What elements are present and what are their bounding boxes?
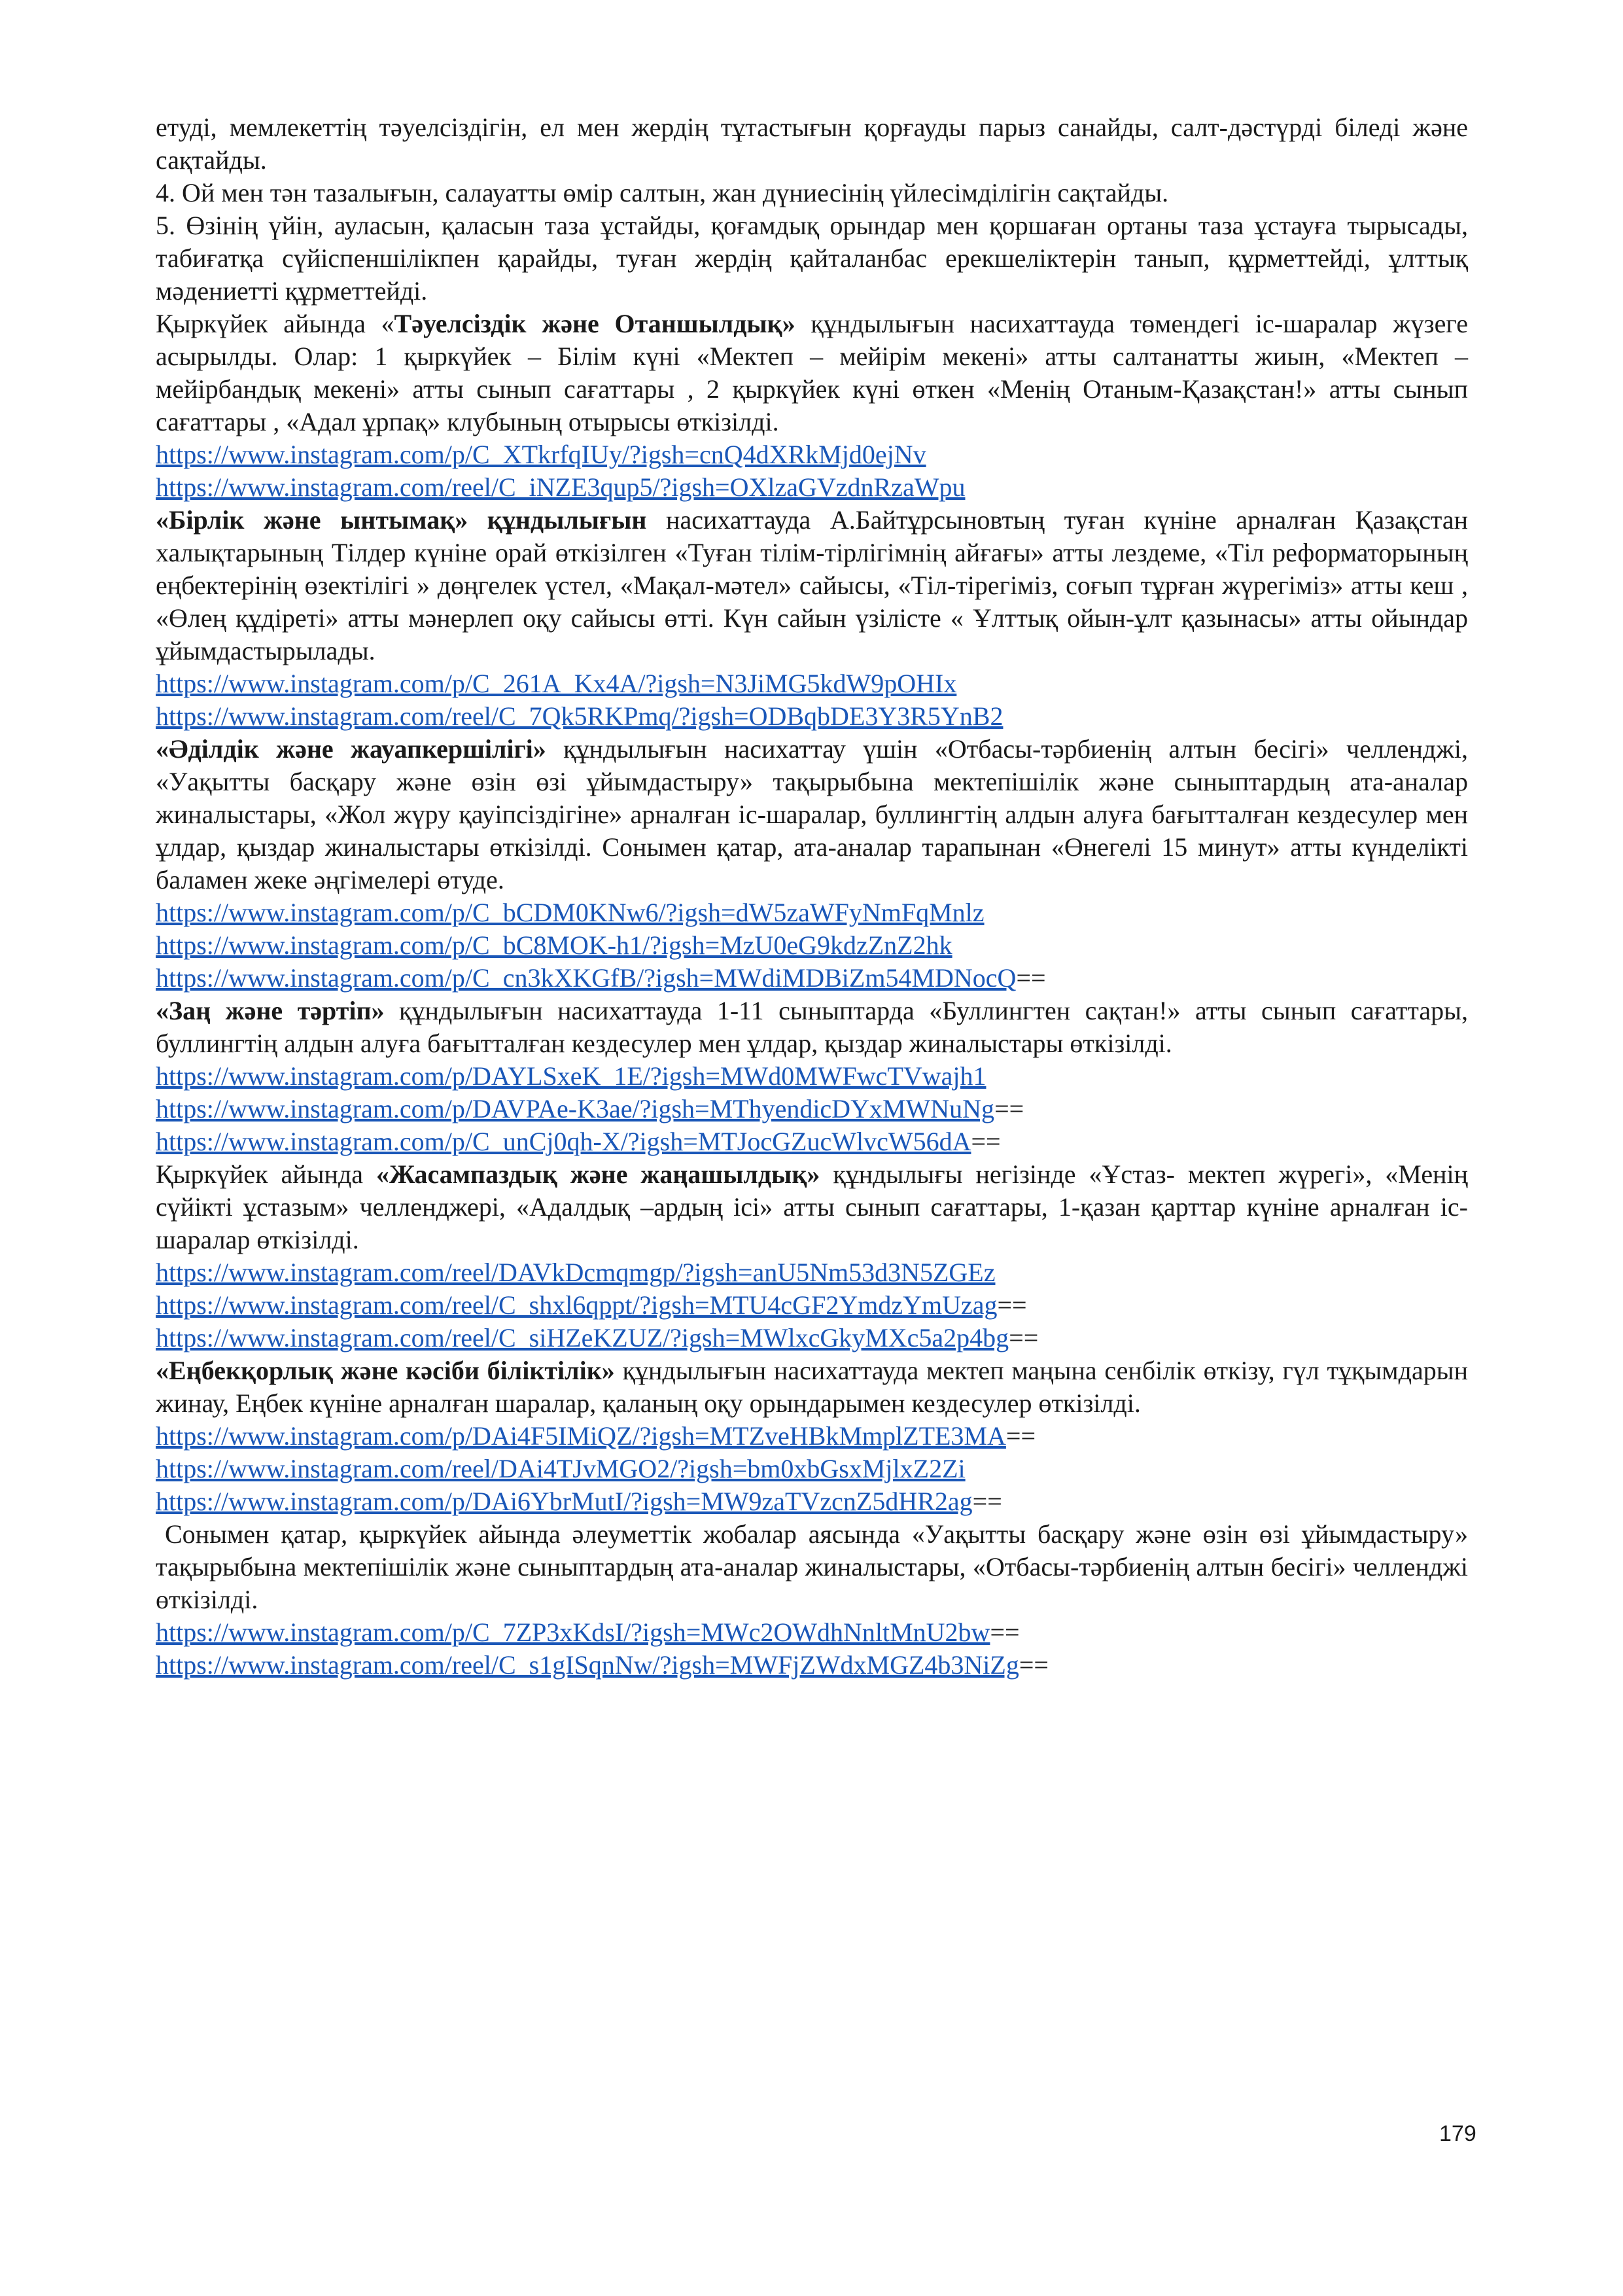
- value-title: Тәуелсіздік және Отаншылдық»: [394, 309, 795, 338]
- link-line: [156, 1322, 1468, 1354]
- paragraph-text: Сонымен қатар, қыркүйек айында әлеуметтік жобалар аясында «Уақытты басқару және өзін өзі ұйымдастыру» тақырыбына мектепішілік және сыныптардың ата-аналар жиналыстары, «Отбасы-тәрбиенің алтын бесігі» челленджі өткізілді.: [156, 1519, 1468, 1614]
- link-line: [156, 896, 1468, 929]
- link-suffix: ==: [997, 1290, 1027, 1320]
- link-line: [156, 667, 1468, 700]
- instagram-link[interactable]: https://www.instagram.com/p/C_7ZP3xKdsI/?igsh=MWc2OWdhNnltMnU2bw: [156, 1617, 990, 1647]
- paragraph: [156, 209, 1468, 308]
- link-line: [156, 700, 1468, 733]
- link-line: [156, 1616, 1468, 1649]
- instagram-link[interactable]: https://www.instagram.com/reel/C_7Qk5RKPmq/?igsh=ODBqbDE3Y3R5YnB2: [156, 701, 1003, 731]
- paragraph: [156, 995, 1468, 1060]
- instagram-link[interactable]: https://www.instagram.com/reel/DAVkDcmqmgp/?igsh=anU5Nm53d3N5ZGEz: [156, 1258, 996, 1287]
- value-title: «Жасампаздық және жаңашылдық»: [376, 1159, 820, 1189]
- paragraph-text: құндылығы негізінде «Ұстаз- мектеп жүрегі», «Менің сүйікті ұстазым» челленджері, «Адалдық –ардың ісі» атты сынып сағаттары, 1-қазан қарттар күніне арналған іс-шаралар өткізілді.: [156, 1159, 1469, 1254]
- paragraph: [156, 111, 1468, 177]
- link-line: [156, 929, 1468, 962]
- paragraph: [156, 504, 1468, 667]
- link-line: [156, 438, 1468, 471]
- link-line: [156, 471, 1468, 504]
- instagram-link[interactable]: https://www.instagram.com/reel/DAi4TJvMGO2/?igsh=bm0xbGsxMjlxZ2Zi: [156, 1454, 966, 1483]
- link-line: [156, 1125, 1468, 1158]
- value-title: «Еңбекқорлық және кәсіби біліктілік»: [156, 1356, 615, 1385]
- link-suffix: ==: [1009, 1323, 1039, 1352]
- value-title: «Заң және тәртіп»: [156, 996, 385, 1025]
- instagram-link[interactable]: https://www.instagram.com/reel/C_s1gISqnNw/?igsh=MWFjZWdxMGZ4b3NiZg: [156, 1650, 1019, 1680]
- link-line: [156, 1649, 1468, 1682]
- link-line: [156, 1060, 1468, 1093]
- link-suffix: ==: [1005, 1421, 1036, 1451]
- paragraph: [156, 1354, 1468, 1420]
- paragraph-text: насихаттауда А.Байтұрсыновтың туған күніне арналған Қазақстан халықтарының Тілдер күніне орай өткізілген «Туған тілім-тірлігімнің айғағы» атты лездеме, «Тіл реформаторының еңбектерінің өзектілігі » дөңгелек үстел, «Мақал-мәтел» сайысы, «Тіл-тірегіміз, соғып тұрған жүрегіміз» атты кеш , «Өлең құдіреті» атты мәнерлеп оқу сайысы өтті. Күн сайын үзілісте « Ұлттық ойын-ұлт қазынасы» атты ойындар ұйымдастырылады.: [156, 505, 1468, 665]
- instagram-link[interactable]: https://www.instagram.com/p/DAi4F5IMiQZ/?igsh=MTZveHBkMmplZTE3MA: [156, 1421, 1006, 1451]
- paragraph: [156, 1158, 1468, 1256]
- instagram-link[interactable]: https://www.instagram.com/p/DAVPAe-K3ae/?igsh=MThyendicDYxMWNuNg: [156, 1094, 995, 1123]
- paragraph-lead: Қыркүйек айында: [156, 1159, 376, 1189]
- value-title: «Әділдік және жауапкершілігі»: [156, 734, 546, 764]
- instagram-link[interactable]: https://www.instagram.com/p/DAi6YbrMutI/?igsh=MW9zaTVzcnZ5dHR2ag: [156, 1487, 973, 1516]
- paragraph-text: құндылығын насихаттауда мектеп маңына сенбілік өткізу, гүл тұқымдарын жинау, Еңбек күніне арналған шаралар, қаланың оқу орындарымен кездесулер өткізілді.: [156, 1356, 1469, 1418]
- paragraph: [156, 177, 1468, 209]
- paragraph: [156, 308, 1468, 438]
- paragraph: [156, 1518, 1468, 1616]
- instagram-link[interactable]: https://www.instagram.com/reel/C_iNZE3qup5/?igsh=OXlzaGVzdnRzaWpu: [156, 472, 966, 502]
- link-line: [156, 1485, 1468, 1518]
- paragraph-text: құндылығын насихаттауда 1-11 сыныптарда «Буллингтен сақтан!» атты сынып сағаттары, буллингтің алдын алуға бағытталған кездесулер мен ұлдар, қыздар жиналыстары өткізілді.: [156, 996, 1468, 1058]
- link-suffix: ==: [990, 1617, 1020, 1647]
- paragraph-text: 4. Ой мен тән тазалығын, салауатты өмір салтын, жан дүниесінің үйлесімділігін сақтайды.: [156, 178, 1169, 207]
- link-suffix: ==: [994, 1094, 1024, 1123]
- paragraph-text: құндылығын насихаттауда төмендегі іс-шаралар жүзеге асырылды. Олар: 1 қыркүйек – Білім күні «Мектеп – мейірім мекені» атты салтанатты жиын, «Мектеп – мейірбандық мекені» атты сынып сағаттары , 2 қыркүйек күні өткен «Менің Отаным-Қазақстан!» атты сынып сағаттары , «Адал ұрпақ» клубының отырысы өткізілді.: [156, 309, 1468, 436]
- value-title: «Бірлік және ынтымақ» құндылығын: [156, 505, 647, 535]
- instagram-link[interactable]: https://www.instagram.com/p/C_unCj0qh-X/?igsh=MTJocGZucWlvcW56dA: [156, 1127, 971, 1156]
- instagram-link[interactable]: https://www.instagram.com/reel/C_siHZeKZUZ/?igsh=MWlxcGkyMXc5a2p4bg: [156, 1323, 1009, 1352]
- instagram-link[interactable]: https://www.instagram.com/p/C_bC8MOK-h1/?igsh=MzU0eG9kdzZnZ2hk: [156, 930, 952, 960]
- paragraph-text: 5. Өзінің үйін, ауласын, қаласын таза ұстайды, қоғамдық орындар мен қоршаған ортаны таза ұстауға тырысады, табиғатқа сүйіспеншілікпен қарайды, туған жердің қайталанбас ерекшеліктерін танып, құрметтейді, ұлттық мәдениетті құрметтейді.: [156, 211, 1468, 306]
- link-line: [156, 1420, 1468, 1453]
- link-line: [156, 1453, 1468, 1485]
- instagram-link[interactable]: https://www.instagram.com/p/C_bCDM0KNw6/?igsh=dW5zaWFyNmFqMnlz: [156, 898, 985, 927]
- link-suffix: ==: [971, 1127, 1001, 1156]
- paragraph-lead: Қыркүйек айында «: [156, 309, 394, 338]
- instagram-link[interactable]: https://www.instagram.com/p/DAYLSxeK_1E/?igsh=MWd0MWFwcTVwajh1: [156, 1061, 986, 1091]
- link-line: [156, 1289, 1468, 1322]
- link-suffix: ==: [1016, 963, 1046, 993]
- instagram-link[interactable]: https://www.instagram.com/p/C_XTkrfqIUy/?igsh=cnQ4dXRkMjd0ejNv: [156, 440, 926, 469]
- instagram-link[interactable]: https://www.instagram.com/p/C_cn3kXKGfB/?igsh=MWdiMDBiZm54MDNocQ: [156, 963, 1017, 993]
- instagram-link[interactable]: https://www.instagram.com/p/C_261A_Kx4A/?igsh=N3JiMG5kdW9pOHIx: [156, 669, 957, 698]
- link-line: [156, 1256, 1468, 1289]
- instagram-link[interactable]: https://www.instagram.com/reel/C_shxl6qppt/?igsh=MTU4cGF2YmdzYmUzag: [156, 1290, 998, 1320]
- link-suffix: ==: [1019, 1650, 1049, 1680]
- link-line: [156, 962, 1468, 995]
- paragraph-text: құндылығын насихаттау үшін «Отбасы-тәрбиенің алтын бесігі» челленджі, «Уақытты басқару және өзін өзі ұйымдастыру» тақырыбына мектепішілік және сыныптардың ата-аналар жиналыстары, «Жол жүру қауіпсіздігіне» арналған іс-шаралар, буллингтің алдын алуға бағытталған кездесулер мен ұлдар, қыздар жиналыстары өткізілді. Сонымен қатар, ата-аналар тарапынан «Өнегелі 15 минут» атты күнделікті баламен жеке әңгімелері өтуде.: [156, 734, 1469, 894]
- link-suffix: ==: [972, 1487, 1002, 1516]
- document-body: [156, 111, 1468, 1682]
- page-number: 179: [1439, 2121, 1476, 2146]
- paragraph-text: етуді, мемлекеттің тәуелсіздігін, ел мен жердің тұтастығын қорғауды парыз санайды, салт-дәстүрді біледі және сақтайды.: [156, 113, 1468, 175]
- paragraph: [156, 733, 1468, 896]
- link-line: [156, 1093, 1468, 1125]
